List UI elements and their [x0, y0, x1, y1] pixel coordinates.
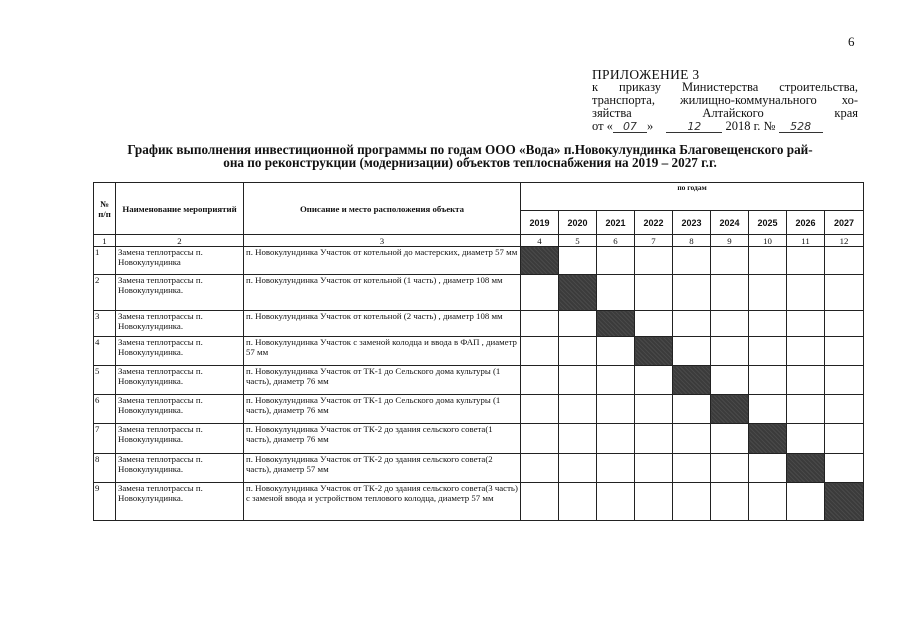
schedule-filled-cell: [749, 424, 787, 454]
column-index-cell: 5: [559, 235, 597, 247]
schedule-cell: [673, 311, 711, 337]
schedule-filled-cell: [597, 311, 635, 337]
row-description: п. Новокулундинка Участок от ТК-2 до здания сельского совета(2 часть), диаметр 57 мм: [244, 454, 521, 483]
row-description: п. Новокулундинка Участок от ТК-1 до Сельского дома культуры (1 часть), диаметр 76 мм: [244, 395, 521, 424]
schedule-cell: [597, 424, 635, 454]
schedule-cell: [597, 247, 635, 275]
table-row: [94, 424, 864, 454]
row-name: Замена теплотрассы п. Новокулундинка.: [116, 311, 244, 337]
column-index-cell: 2: [116, 235, 244, 247]
schedule-cell: [673, 483, 711, 521]
schedule-cell: [787, 424, 825, 454]
appendix-line-3: зяйства Алтайского края: [592, 106, 858, 120]
date-year: 2018 г. №: [725, 119, 776, 133]
schedule-filled-cell: [635, 337, 673, 366]
appendix-title: ПРИЛОЖЕНИЕ 3: [592, 67, 700, 82]
schedule-cell: [711, 366, 749, 395]
schedule-cell: [825, 337, 864, 366]
column-index-cell: 6: [597, 235, 635, 247]
schedule-cell: [749, 247, 787, 275]
schedule-cell: [597, 483, 635, 521]
schedule-cell: [635, 424, 673, 454]
row-number: 8: [94, 454, 116, 483]
appendix-date-line: [592, 120, 858, 133]
header-year-2020: 2020: [559, 211, 597, 235]
column-index-cell: 1: [94, 235, 116, 247]
schedule-cell: [749, 337, 787, 366]
schedule-cell: [711, 424, 749, 454]
row-name: Замена теплотрассы п. Новокулундинка: [116, 247, 244, 275]
table-row: [94, 311, 864, 337]
schedule-filled-cell: [559, 275, 597, 311]
table-row: [94, 483, 864, 521]
schedule-cell: [559, 454, 597, 483]
row-name: Замена теплотрассы п. Новокулундинка.: [116, 454, 244, 483]
table-row: [94, 247, 864, 275]
row-number: 6: [94, 395, 116, 424]
schedule-cell: [749, 483, 787, 521]
header-year-2022: 2022: [635, 211, 673, 235]
date-mid: »: [646, 119, 654, 133]
table-row: [94, 395, 864, 424]
schedule-cell: [597, 454, 635, 483]
row-name: Замена теплотрассы п. Новокулундинка.: [116, 483, 244, 521]
schedule-cell: [521, 311, 559, 337]
schedule-cell: [635, 247, 673, 275]
schedule-cell: [521, 424, 559, 454]
schedule-cell: [559, 366, 597, 395]
header-year-2025: 2025: [749, 211, 787, 235]
schedule-cell: [559, 247, 597, 275]
schedule-cell: [749, 395, 787, 424]
row-number: 7: [94, 424, 116, 454]
schedule-cell: [559, 483, 597, 521]
row-description: п. Новокулундинка Участок с заменой колодца и ввода в ФАП , диаметр 57 мм: [244, 337, 521, 366]
schedule-cell: [673, 337, 711, 366]
header-year-2021: 2021: [597, 211, 635, 235]
header-year-2027: 2027: [825, 211, 864, 235]
schedule-cell: [597, 275, 635, 311]
header-num: № п/п: [94, 183, 116, 235]
column-index-cell: 12: [825, 235, 864, 247]
schedule-cell: [521, 483, 559, 521]
schedule-cell: [711, 483, 749, 521]
schedule-cell: [635, 275, 673, 311]
schedule-cell: [635, 483, 673, 521]
schedule-cell: [711, 337, 749, 366]
row-number: 2: [94, 275, 116, 311]
schedule-cell: [825, 366, 864, 395]
row-description: п. Новокулундинка Участок от котельной (2 часть) , диаметр 108 мм: [244, 311, 521, 337]
schedule-cell: [521, 337, 559, 366]
column-index-cell: 3: [244, 235, 521, 247]
schedule-cell: [673, 275, 711, 311]
schedule-cell: [635, 311, 673, 337]
row-name: Замена теплотрассы п. Новокулундинка.: [116, 424, 244, 454]
row-name: Замена теплотрассы п. Новокулундинка.: [116, 366, 244, 395]
header-year-2026: 2026: [787, 211, 825, 235]
row-name: Замена теплотрассы п. Новокулундинка.: [116, 395, 244, 424]
column-index-cell: 10: [749, 235, 787, 247]
schedule-cell: [673, 247, 711, 275]
table-row: [94, 366, 864, 395]
date-month: 12: [666, 122, 722, 133]
schedule-cell: [787, 483, 825, 521]
schedule-cell: [673, 395, 711, 424]
column-index-cell: 8: [673, 235, 711, 247]
schedule-cell: [673, 454, 711, 483]
row-number: 3: [94, 311, 116, 337]
schedule-cell: [787, 366, 825, 395]
schedule-filled-cell: [673, 366, 711, 395]
schedule-cell: [559, 395, 597, 424]
schedule-cell: [825, 275, 864, 311]
table-row: [94, 337, 864, 366]
schedule-cell: [749, 311, 787, 337]
column-index-cell: 4: [521, 235, 559, 247]
header-desc: Описание и место расположения объекта: [244, 183, 521, 235]
row-description: п. Новокулундинка Участок от котельной (1 часть) , диаметр 108 мм: [244, 275, 521, 311]
row-description: п. Новокулундинка Участок от ТК-2 до здания сельского совета(1 часть), диаметр 76 мм: [244, 424, 521, 454]
row-number: 4: [94, 337, 116, 366]
header-year-2019: 2019: [521, 211, 559, 235]
schedule-cell: [825, 247, 864, 275]
page-number: 6: [848, 34, 855, 49]
schedule-cell: [635, 395, 673, 424]
appendix-line-2: транспорта, жилищно-коммунального хо-: [592, 93, 858, 107]
column-index-cell: 7: [635, 235, 673, 247]
row-description: п. Новокулундинка Участок от котельной до мастерских, диаметр 57 мм: [244, 247, 521, 275]
schedule-cell: [597, 337, 635, 366]
row-name: Замена теплотрассы п. Новокулундинка.: [116, 275, 244, 311]
schedule-cell: [711, 311, 749, 337]
schedule-cell: [749, 275, 787, 311]
schedule-filled-cell: [787, 454, 825, 483]
schedule-filled-cell: [711, 395, 749, 424]
header-name: Наименование мероприятий: [116, 183, 244, 235]
row-number: 1: [94, 247, 116, 275]
schedule-cell: [711, 454, 749, 483]
schedule-cell: [825, 311, 864, 337]
row-number: 9: [94, 483, 116, 521]
date-day: 07: [613, 122, 647, 133]
header-year-2024: 2024: [711, 211, 749, 235]
order-number: 528: [779, 122, 823, 133]
schedule-cell: [787, 275, 825, 311]
schedule-cell: [559, 424, 597, 454]
schedule-cell: [521, 454, 559, 483]
schedule-cell: [787, 311, 825, 337]
schedule-cell: [825, 454, 864, 483]
title-line-2: она по реконструкции (модернизации) объектов теплоснабжения на 2019 – 2027 г.г.: [223, 155, 717, 170]
schedule-cell: [673, 424, 711, 454]
schedule-cell: [825, 424, 864, 454]
appendix-block: [592, 68, 858, 133]
schedule-cell: [787, 247, 825, 275]
column-index-cell: 9: [711, 235, 749, 247]
header-year-2023: 2023: [673, 211, 711, 235]
row-name: Замена теплотрассы п. Новокулундинка.: [116, 337, 244, 366]
schedule-cell: [597, 366, 635, 395]
schedule-cell: [635, 454, 673, 483]
row-description: п. Новокулундинка Участок от ТК-1 до Сельского дома культуры (1 часть), диаметр 76 мм: [244, 366, 521, 395]
schedule-cell: [521, 366, 559, 395]
schedule-filled-cell: [825, 483, 864, 521]
schedule-cell: [521, 395, 559, 424]
schedule-filled-cell: [521, 247, 559, 275]
appendix-line-1: к приказу Министерства строительства,: [592, 80, 858, 94]
schedule-cell: [635, 366, 673, 395]
schedule-cell: [825, 395, 864, 424]
date-prefix: от «: [592, 119, 613, 133]
schedule-cell: [787, 395, 825, 424]
schedule-cell: [597, 395, 635, 424]
table-row: [94, 454, 864, 483]
row-number: 5: [94, 366, 116, 395]
header-by-years: по годам: [521, 183, 864, 211]
row-description: п. Новокулундинка Участок от ТК-2 до здания сельского совета(3 часть) с заменой ввода и устройством теплового колодца, диаметр 57 мм: [244, 483, 521, 521]
schedule-cell: [559, 337, 597, 366]
schedule-cell: [749, 454, 787, 483]
schedule-cell: [787, 337, 825, 366]
document-title: [80, 143, 860, 169]
schedule-cell: [749, 366, 787, 395]
schedule-cell: [521, 275, 559, 311]
schedule-cell: [711, 247, 749, 275]
table-row: [94, 275, 864, 311]
title-line-1: График выполнения инвестиционной программы по годам ООО «Вода» п.Новокулундинка Благовещенского рай-: [127, 142, 813, 157]
schedule-table: [93, 182, 864, 521]
column-index-cell: 11: [787, 235, 825, 247]
schedule-cell: [559, 311, 597, 337]
schedule-cell: [711, 275, 749, 311]
